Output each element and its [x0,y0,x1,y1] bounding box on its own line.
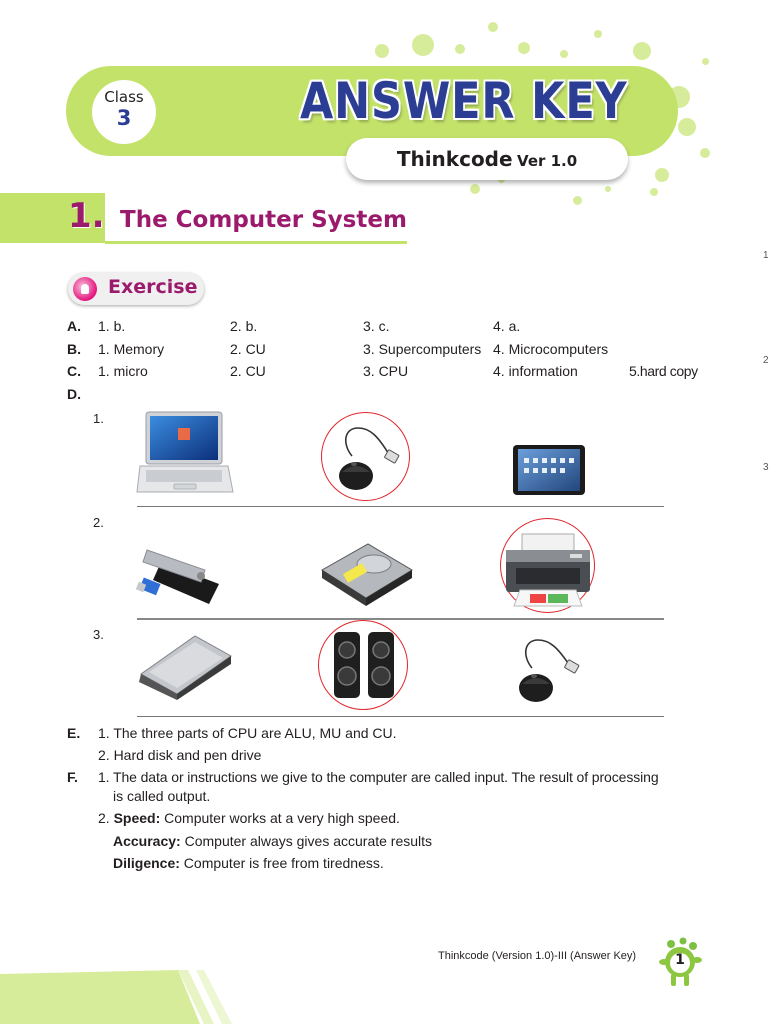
chapter-underline [105,241,407,244]
picture-row-number: 2. [93,515,104,530]
answer-row-a [67,316,717,336]
row-label: A. [67,318,81,334]
answer-item: 4. information [493,363,578,379]
footer-text: Thinkcode (Version 1.0)-III (Answer Key) [438,950,637,962]
page-badge [658,938,704,990]
exercise-pill [68,273,204,305]
chapter-number: 1. [68,196,105,236]
speed-text: Computer works at a very high speed. [160,810,400,826]
answer-f-diligence [113,853,384,873]
item-number: 2. [98,810,110,826]
margin-mark: 2 [763,355,769,366]
mouse-icon [512,632,584,706]
answer-f-accuracy [113,831,432,851]
exercise-icon [73,277,97,301]
row-label: B. [67,341,81,357]
answer-f-line-1: 1. The data or instructions we give to the computer are called input. The result of processing [98,769,659,785]
printer-icon [500,532,596,610]
speakers-icon [332,628,396,702]
chapter-title: The Computer System [120,207,407,233]
row-label: D. [67,386,81,402]
mouse-icon [332,420,404,494]
answer-row-b [67,339,717,359]
answer-item: 1. b. [98,318,126,334]
pen-drive-icon [139,540,229,610]
row-label: E. [67,725,81,741]
tablet-icon [512,444,586,496]
bottom-decor-band [0,968,240,1024]
accuracy-text: Computer always gives accurate results [180,833,433,849]
answer-item: 2. b. [230,318,258,334]
picture-row-divider [137,506,664,507]
margin-mark: 3 [763,462,769,473]
answer-item: 1. micro [98,363,148,379]
picture-row-divider [137,716,664,717]
answer-item: 2. CU [230,363,266,379]
answer-item: 3. CPU [363,363,409,379]
page-title: ANSWER KEY [300,72,628,130]
answer-item: 3. c. [363,318,390,334]
class-badge [92,80,156,144]
picture-row-number: 3. [93,627,104,642]
answer-row-c [67,361,717,381]
class-number: 3 [116,106,132,130]
accuracy-label: Accuracy: [113,833,181,849]
answer-f-line-1b: is called output. [113,788,211,804]
answer-e-line-1: 1. The three parts of CPU are ALU, MU and CU. [98,725,397,741]
picture-row-divider [137,618,664,620]
answer-item: 3. Supercomputers [363,341,482,357]
margin-mark: 1 [763,250,769,261]
answer-f-line-2 [98,808,400,828]
subtitle-pill [346,138,628,180]
picture-row-number: 1. [93,411,104,426]
answer-row-d [67,384,107,404]
answer-item: 2. CU [230,341,266,357]
answer-item: 4. a. [493,318,521,334]
scanner-icon [135,630,235,700]
answer-item: 1. Memory [98,341,165,357]
class-label: Class [104,88,144,106]
page-number: 1 [675,952,685,968]
hard-disk-icon [318,540,414,608]
answer-e-line-2: 2. Hard disk and pen drive [98,747,262,763]
subtitle-main: Thinkcode [396,147,513,171]
answer-item: 4. Microcomputers [493,341,609,357]
exercise-label: Exercise [108,276,198,298]
diligence-label: Diligence: [113,855,180,871]
row-label: F. [67,769,78,785]
row-label: C. [67,363,81,379]
subtitle-version: Ver 1.0 [517,152,578,170]
laptop-icon [136,410,234,496]
answer-item: 5.hard copy [629,363,698,379]
speed-label: Speed: [113,810,161,826]
diligence-text: Computer is free from tiredness. [179,855,384,871]
